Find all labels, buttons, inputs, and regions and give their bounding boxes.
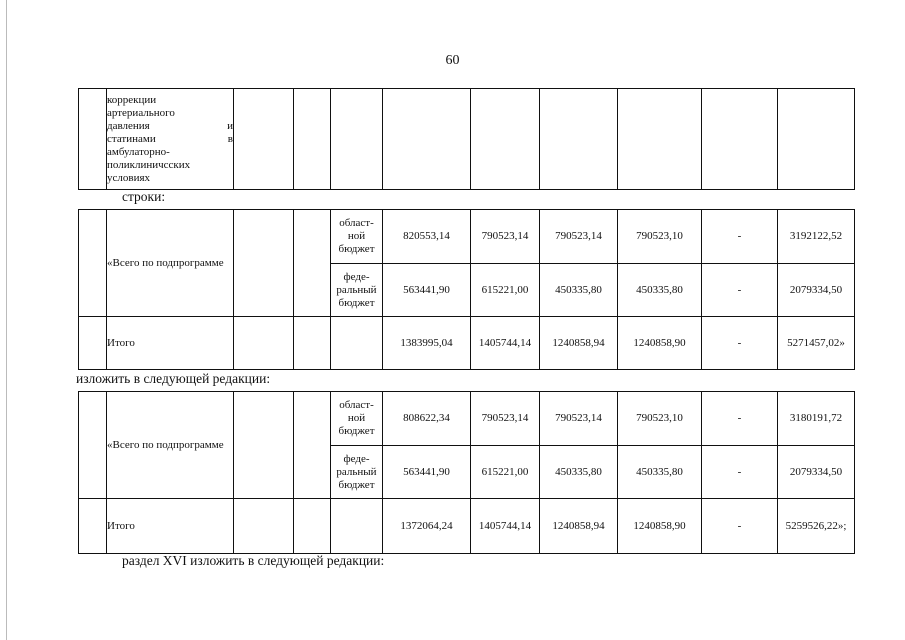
table-cell: [79, 89, 107, 190]
value-cell: -: [702, 499, 778, 554]
caption-edit: изложить в следующей редакции:: [76, 371, 271, 386]
new-totals-table: [78, 391, 855, 554]
budget-source-cell: област- ной бюджет: [331, 392, 383, 446]
table-cell: [79, 210, 107, 317]
value-cell: 1240858,90: [618, 317, 702, 370]
value-cell: 1372064,24: [383, 499, 471, 554]
table-cell: [702, 89, 778, 190]
value-cell: 2079334,50: [778, 264, 855, 317]
value-cell: 790523,10: [618, 210, 702, 264]
value-cell: 2079334,50: [778, 446, 855, 499]
value-cell: 615221,00: [471, 264, 540, 317]
total-row: [79, 499, 855, 554]
table-cell: [79, 392, 107, 499]
measure-name-cell: [107, 89, 234, 190]
total-label: Итого: [107, 317, 234, 370]
table-cell: [778, 89, 855, 190]
table-cell: [618, 89, 702, 190]
value-cell: 1240858,94: [540, 317, 618, 370]
table-cell: [294, 392, 331, 499]
table-cell: [79, 317, 107, 370]
table-cell: [294, 317, 331, 370]
table-cell: [540, 89, 618, 190]
value-cell: 3180191,72: [778, 392, 855, 446]
name-line: давления и: [107, 119, 233, 132]
caption-rows: строки:: [122, 189, 166, 204]
table-cell: [383, 89, 471, 190]
value-cell: 5271457,02»: [778, 317, 855, 370]
value-cell: 820553,14: [383, 210, 471, 264]
table-cell: [294, 210, 331, 317]
table-cell: [294, 89, 331, 190]
name-line: поликлиничсских: [107, 158, 191, 171]
value-cell: 450335,80: [618, 264, 702, 317]
value-cell: -: [702, 210, 778, 264]
page-number: 60: [445, 53, 460, 68]
table-cell: [331, 89, 383, 190]
value-cell: -: [702, 446, 778, 499]
value-cell: 1240858,90: [618, 499, 702, 554]
value-cell: 790523,14: [471, 210, 540, 264]
subprogram-label: «Всего по подпрограмме: [107, 210, 234, 317]
caption-section: раздел XVI изложить в следующей редакции:: [122, 553, 385, 568]
table-cell: [471, 89, 540, 190]
table-cell: [234, 210, 294, 317]
value-cell: -: [702, 317, 778, 370]
value-cell: 790523,14: [471, 392, 540, 446]
value-cell: 790523,14: [540, 210, 618, 264]
top-table-fragment: [78, 88, 855, 190]
value-cell: 615221,00: [471, 446, 540, 499]
table-cell: [234, 89, 294, 190]
value-cell: -: [702, 264, 778, 317]
name-line: статинами в: [107, 132, 233, 145]
value-cell: 1405744,14: [471, 499, 540, 554]
value-cell: 1383995,04: [383, 317, 471, 370]
value-cell: 450335,80: [618, 446, 702, 499]
value-cell: 1405744,14: [471, 317, 540, 370]
table-cell: [331, 499, 383, 554]
table-row: [79, 89, 855, 190]
name-line: артериального: [107, 106, 175, 119]
table-cell: [294, 499, 331, 554]
table-cell: [79, 499, 107, 554]
name-line: условиях: [107, 171, 151, 184]
value-cell: 5259526,22»;: [778, 499, 855, 554]
table-cell: [331, 317, 383, 370]
table-cell: [234, 392, 294, 499]
value-cell: 450335,80: [540, 264, 618, 317]
value-cell: 3192122,52: [778, 210, 855, 264]
subprogram-label: «Всего по подпрограмме: [107, 392, 234, 499]
budget-source-cell: област- ной бюджет: [331, 210, 383, 264]
name-line: коррекции: [107, 93, 157, 106]
budget-source-cell: феде- ральный бюджет: [331, 264, 383, 317]
old-totals-table: [78, 209, 855, 370]
total-label: Итого: [107, 499, 234, 554]
total-row: [79, 317, 855, 370]
table-cell: [234, 499, 294, 554]
value-cell: 808622,34: [383, 392, 471, 446]
value-cell: 450335,80: [540, 446, 618, 499]
name-line: амбулаторно-: [107, 145, 170, 158]
table-row: [79, 392, 855, 446]
value-cell: 790523,14: [540, 392, 618, 446]
table-cell: [234, 317, 294, 370]
page-left-border: [6, 0, 7, 640]
value-cell: 563441,90: [383, 446, 471, 499]
value-cell: 1240858,94: [540, 499, 618, 554]
value-cell: 790523,10: [618, 392, 702, 446]
value-cell: 563441,90: [383, 264, 471, 317]
table-row: [79, 210, 855, 264]
value-cell: -: [702, 392, 778, 446]
budget-source-cell: феде- ральный бюджет: [331, 446, 383, 499]
